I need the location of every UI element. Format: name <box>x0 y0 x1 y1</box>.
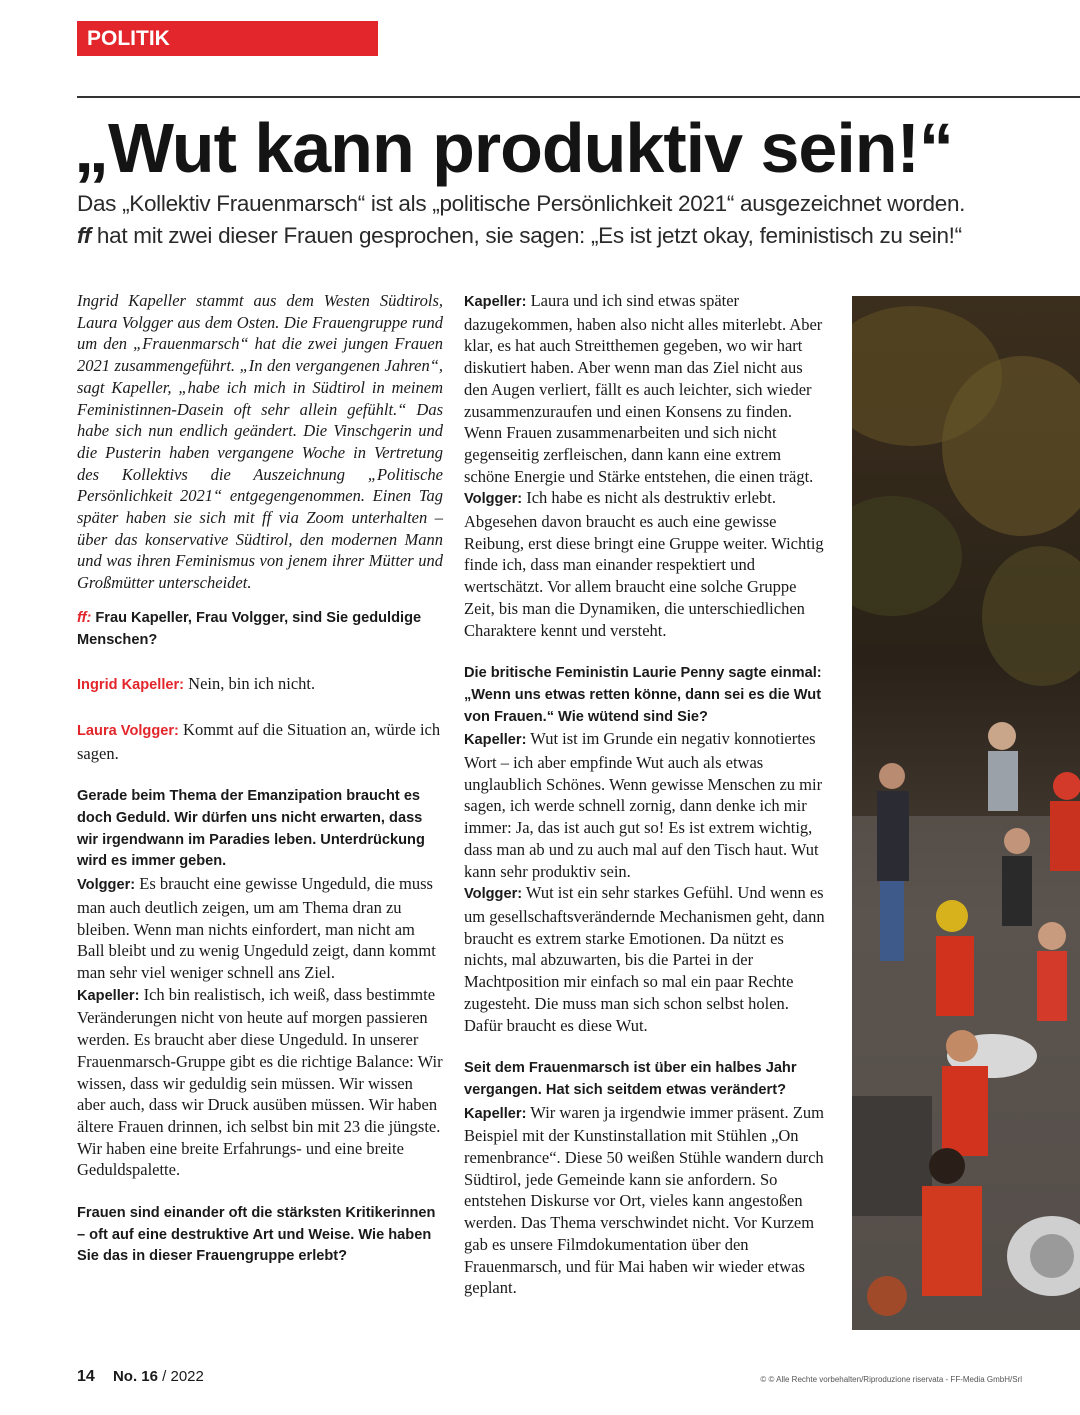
answer-kapeller-4: Kapeller: Wut ist im Grunde ein negativ konnotiertes Wort – ich aber empfinde Wut auch als etwas unglaublich Schönes. Wenn gewisse Menschen zu mir sagen, ich werde schnell zornig, dann denke ich mir immer: Ja, das ist auch gut so! Es ist extrem wichtig, dass man ab und zu auch mal auf den Tisch haut. Wut kann sehr produktiv sein. <box>464 729 823 881</box>
question-3: Frauen sind einander oft die stärksten Kritikerinnen – oft auf eine destruktive Art und Weise. Wie haben Sie das in dieser Frauengruppe erlebt? <box>77 1205 436 1265</box>
answer-kapeller-3: Kapeller: Laura und ich sind etwas später dazugekommen, haben also nicht alles miterlebt. Aber klar, es hat auch Streitthemen gegeben, wo wir hart diskutiert haben. Aber wenn man das Ziel nicht aus den Augen verliert, fällt es auch leichter, sich wieder zusammenzuraufen und einen Konsens zu finden. Wenn Frauen zusammenarbeiten und sich nicht gegenseitig zerfleischen, dann kann eine extrem schöne Energie und Stärke entstehen, die einen trägt. <box>464 291 823 486</box>
header-rule <box>77 96 1080 98</box>
ff-label: ff: <box>77 609 92 626</box>
article-column-2 <box>464 290 830 1299</box>
march-photo <box>852 296 1080 1330</box>
speaker-label: Volgger: <box>464 886 523 903</box>
answer-kapeller-1: Ingrid Kapeller: Nein, bin ich nicht. <box>77 674 316 694</box>
speaker-label: Volgger: <box>77 877 136 894</box>
question-5: Seit dem Frauenmarsch ist über ein halbes Jahr vergangen. Hat sich seitdem etwas verändert? <box>464 1060 797 1098</box>
subtitle <box>77 188 1072 252</box>
headline: „Wut kann produktiv sein!“ <box>74 109 953 187</box>
answer-volgger-1: Laura Volgger: Kommt auf die Situation an, würde ich sagen. <box>77 719 441 763</box>
speaker-label: Kapeller: <box>464 1105 527 1122</box>
question-1: ff: Frau Kapeller, Frau Volgger, sind Sie geduldige Menschen? <box>77 609 422 648</box>
answer-kapeller-2: Kapeller: Ich bin realistisch, ich weiß, dass bestimmte Veränderungen nicht von heute auf morgen passieren werden. Es braucht aber diese Ungeduld. In unserer Frauenmarsch-Gruppe gibt es die richtige Balance: Wir wissen, dass wir geduldig sein müssen. Wir wissen aber auch, dass wir Druck ausüben müssen. Wir haben ältere Frauen drinnen, ich selbst bin mit 23 die jüngste. Wir haben eine breite Erfahrungs- und eine breite Geduldspalette. <box>77 984 443 1180</box>
page-footer <box>77 1368 204 1386</box>
speaker-label: Kapeller: <box>464 732 527 749</box>
question-2: Gerade beim Thema der Emanzipation braucht es doch Geduld. Wir dürfen uns nicht erwarten, dass wir irgendwann im Paradies leben. Unterdrückung wird es immer geben. <box>77 788 425 870</box>
copyright-note: © © Alle Rechte vorbehalten/Riproduzione riservata - FF-Media GmbH/Srl <box>760 1375 1022 1384</box>
answer-volgger-3: Volgger: Ich habe es nicht als destruktiv erlebt. Abgesehen davon braucht es auch eine gewisse Reibung, erst diese bringt eine Gruppe weiter. Wichtig finde ich, dass man einander respektiert und wertschätzt. Vor allem braucht eine solche Gruppe Zeit, bis man die Dynamiken, die unterschiedlichen Charaktere kennt und versteht. <box>464 488 824 640</box>
speaker-label: Volgger: <box>464 491 523 508</box>
issue-number: No. 16 <box>112 1368 158 1385</box>
subtitle-line1: Das „Kollektiv Frauenmarsch“ ist als „politische Persönlichkeit 2021“ ausgezeichnet worden. <box>77 191 966 216</box>
intro-paragraph: Ingrid Kapeller stammt aus dem Westen Südtirols, Laura Volgger aus dem Osten. Die Frauengruppe rund um den „Frauenmarsch“ hat die zwei jungen Frauen 2021 zusammengeführt. „In den vergangenen Jahren“, sagt Kapeller, „habe ich mich in Südtirol in meinem Feministinnen-Dasein oft sehr allein gefühlt.“ Das habe sich nun endlich geändert. Die Vinschgerin und die Pusterin haben vergangene Woche in Vertretung des Kollektivs die Auszeichnung „Politische Persönlichkeit 2021“ entgegengenommen. Einen Tag später haben sie sich mit ff via Zoom unterhalten – über das konservative Südtirol, den modernen Mann und was ihren Feminismus von jenem ihrer Mütter und Großmütter unterscheidet. <box>77 291 443 593</box>
speaker-label: Ingrid Kapeller: <box>77 677 185 694</box>
article-column-1 <box>77 290 443 1268</box>
question-4: Die britische Feministin Laurie Penny sagte einmal: „Wenn uns etwas retten könne, dann sei es die Wut von Frauen.“ Wie wütend sind Sie? <box>464 665 822 725</box>
answer-kapeller-5: Kapeller: Wir waren ja irgendwie immer präsent. Zum Beispiel mit der Kunstinstallation mit Stühlen „On remenbrance“. Diese 50 weißen Stühle wandern durch Südtirol, jede Gemeinde kann sie anfordern. So entstehen Diskurse vor Ort, vieles kann angestoßen werden. Das Thema verschwindet nicht. Vor Kurzem gab es unsere Filmdokumentation über den Frauenmarsch, und für Mai haben wir wieder etwas geplant. <box>464 1102 824 1298</box>
speaker-label: Kapeller: <box>77 987 140 1004</box>
ff-mark: ff <box>77 223 91 248</box>
issue-year: / 2022 <box>157 1368 204 1385</box>
march-photo-illustration <box>852 296 1080 1330</box>
page-number: 14 <box>77 1368 95 1385</box>
answer-volgger-4: Volgger: Wut ist ein sehr starkes Gefühl. Und wenn es um gesellschaftsverändernde Mechanismen geht, dann braucht es extrem starke Emotionen. Da nützt es nichts, mal abzuwarten, bis die Partei in der Machtposition mir einfach so mal ein paar Rechte zugesteht. Die muss man sich schon selbst holen. Dafür braucht es diese Wut. <box>464 883 825 1035</box>
speaker-label: Laura Volgger: <box>77 722 179 739</box>
speaker-label: Kapeller: <box>464 294 527 310</box>
subtitle-line2: hat mit zwei dieser Frauen gesprochen, sie sagen: „Es ist jetzt okay, feministisch zu sein!“ <box>90 223 962 248</box>
section-tag: POLITIK <box>77 21 378 56</box>
answer-volgger-2: Volgger: Es braucht eine gewisse Ungeduld, die muss man auch deutlich zeigen, um am Thema dran zu bleiben. Wenn man nichts einfordert, man nicht am Ball bleibt und zu wenig Ungeduld zeigt, dann kommt man sehr viel weniger schnell ans Ziel. <box>77 874 436 982</box>
